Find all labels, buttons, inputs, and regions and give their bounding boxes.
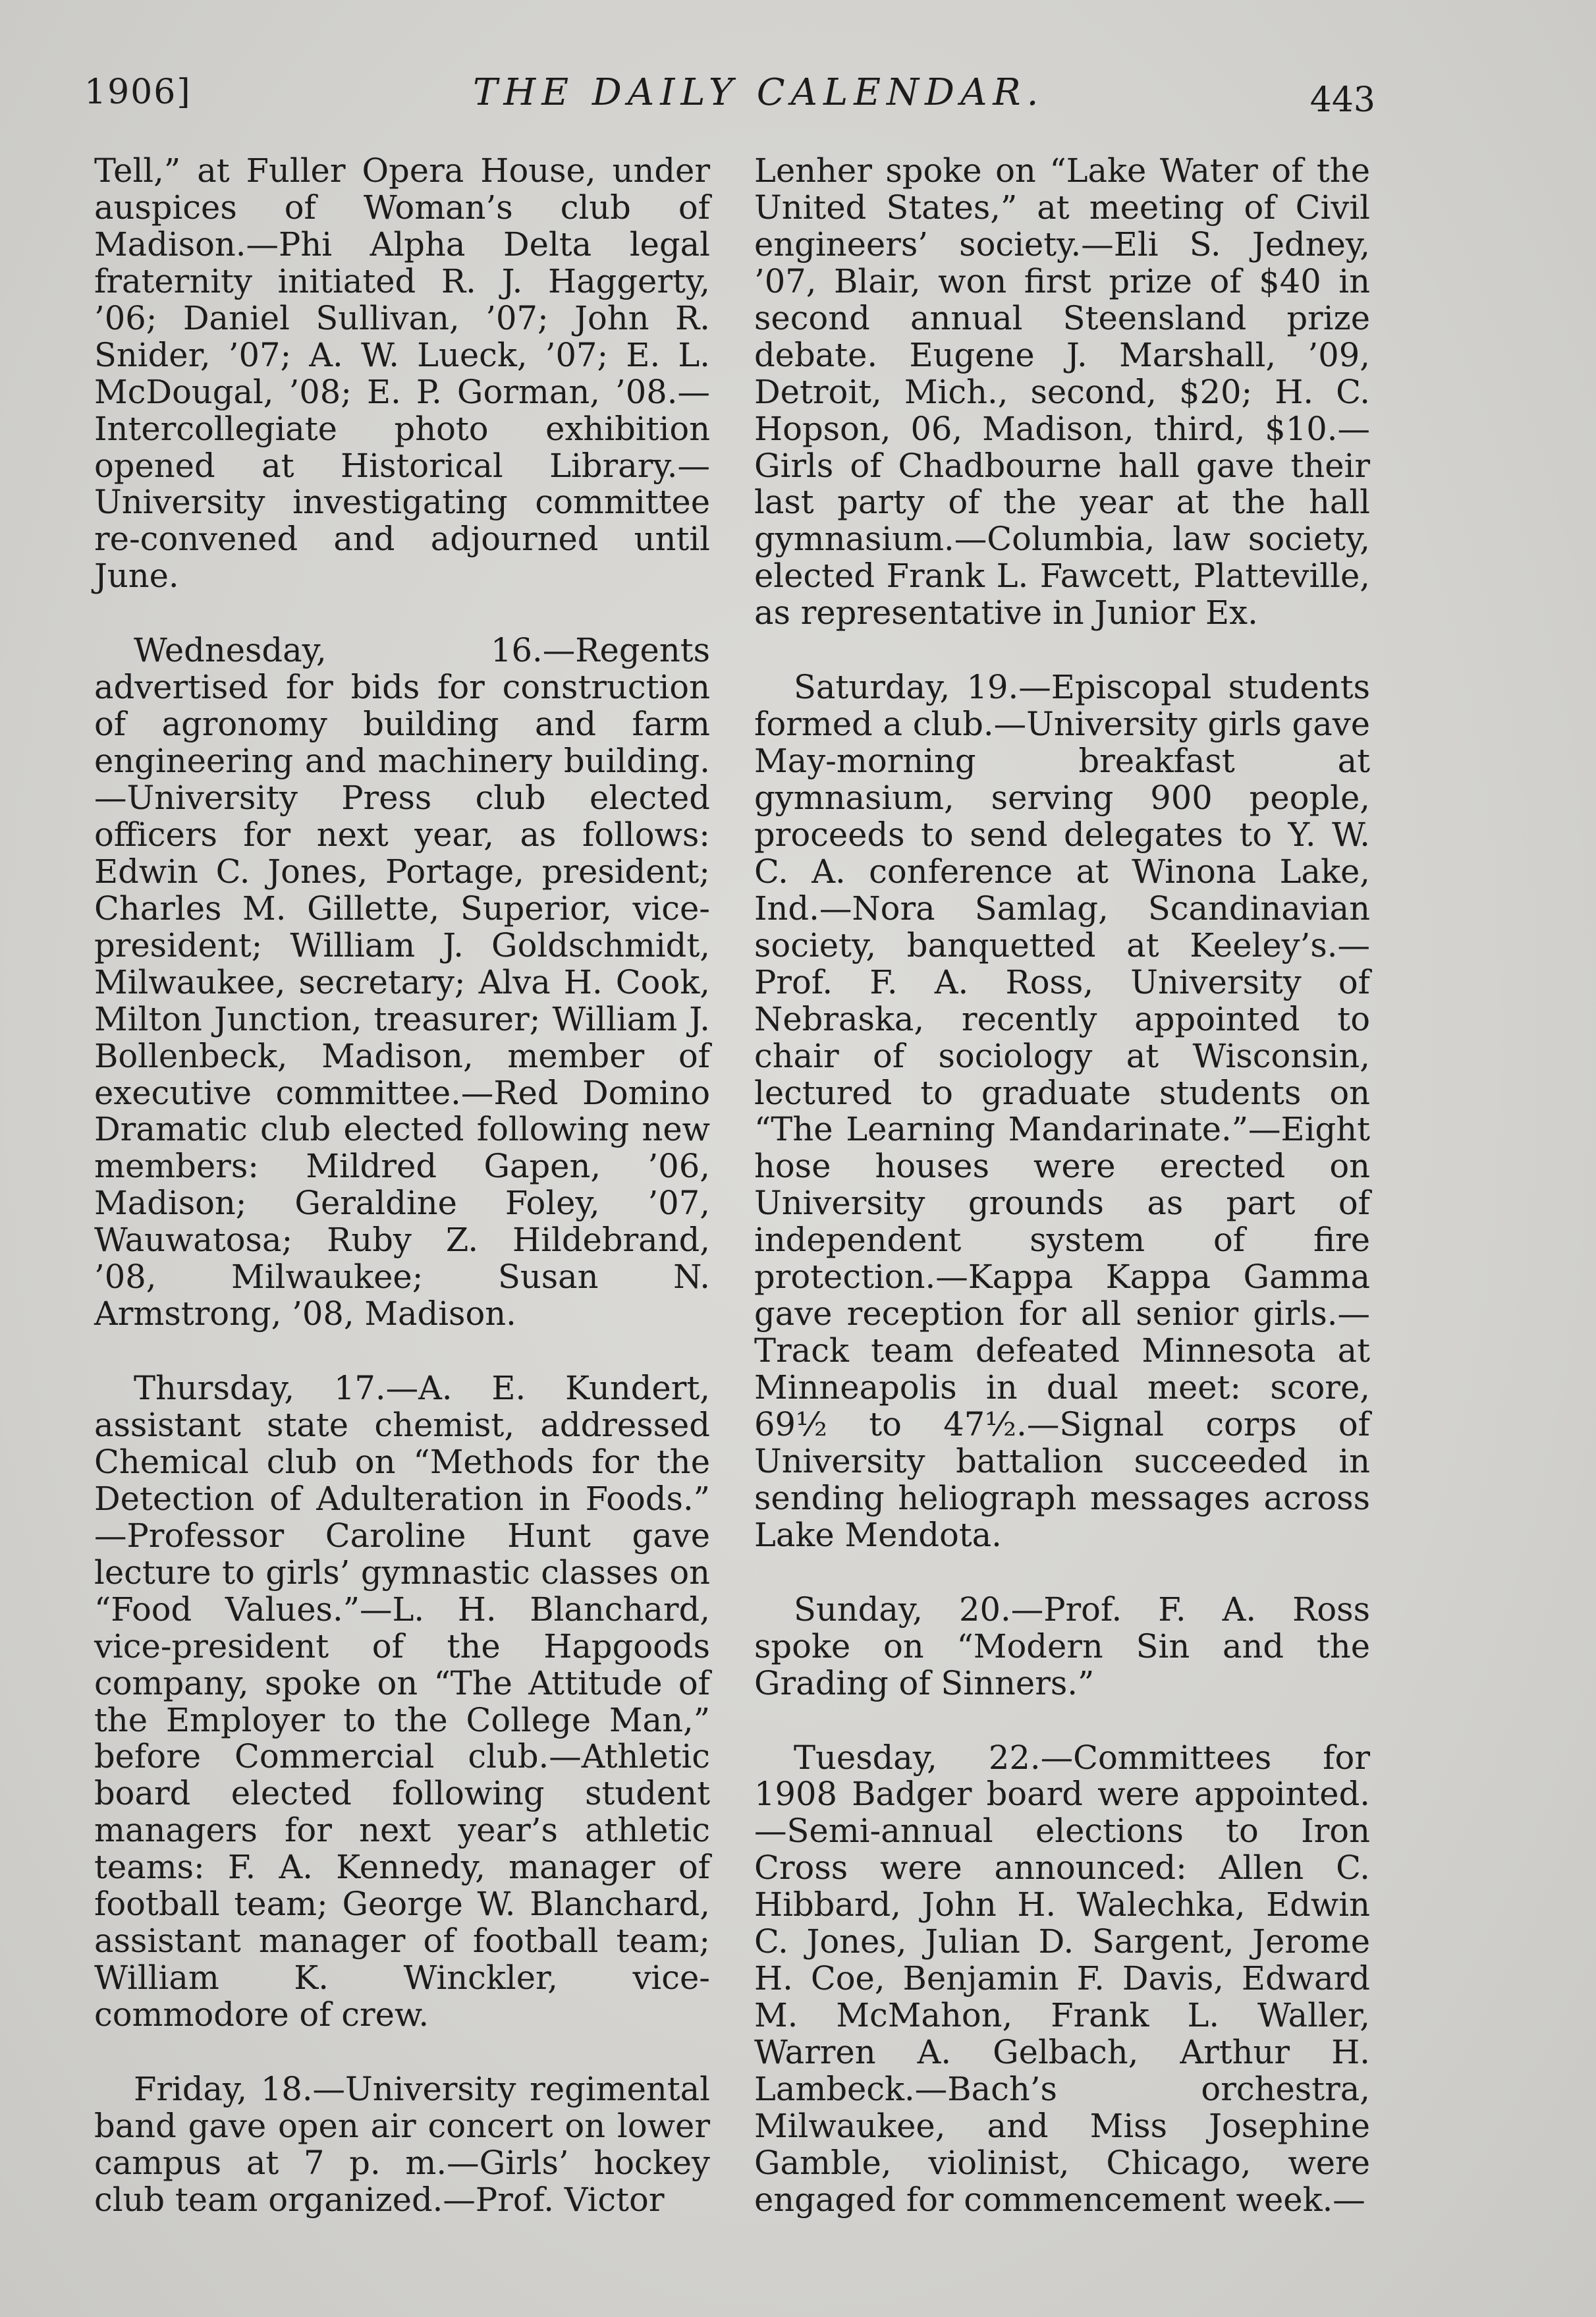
left-column xyxy=(94,153,710,2256)
paragraph-wednesday-16: Wednesday, 16.—Regents advertised for bids for construction of agronomy building and farm engineering and machinery building.—University Press club elected officers for next year, as follows: Edwin C. Jones, Portage, president; Charles M. Gillette, Superior, vice-president; William J. Goldschmidt, Milwaukee, secretary; Alva H. Cook, Milton Junction, treasurer; William J. Bollenbeck, Madison, member of executive committee.—Red Domino Dramatic club elected following new members: Mildred Gapen, ’06, Madison; Geraldine Foley, ’07, Wauwatosa; Ruby Z. Hildebrand, ’08, Milwaukee; Susan N. Armstrong, ’08, Madison. xyxy=(94,631,710,1333)
publication-title: THE DAILY CALENDAR. xyxy=(473,71,1045,114)
paragraph-sunday-20: Sunday, 20.—Prof. F. A. Ross spoke on “Modern Sin and the Grading of Sinners.” xyxy=(754,1590,1370,1702)
paragraph-thursday-17: Thursday, 17.—A. E. Kundert, assistant state chemist, addressed Chemical club on “Methods for the Detection of Adulteration in Foods.” —Professor Caroline Hunt gave lecture to girls’ gymnastic classes on “Food Values.”—L. H. Blanchard, vice-president of the Hapgoods company, spoke on “The Attitude of the Employer to the College Man,” before Commercial club.—Athletic board elected following student managers for next year’s athletic teams: F. A. Kennedy, manager of football team; George W. Blanchard, assistant manager of football team; William K. Winckler, vice-commodore of crew. xyxy=(94,1369,710,2034)
paragraph-continued-lenher: Lenher spoke on “Lake Water of the United States,” at meeting of Civil engineers’ society.—Eli S. Jedney, ’07, Blair, won first prize of $40 in second annual Steensland prize debate. Eugene J. Marshall, ’09, Detroit, Mich., second, $20; H. C. Hopson, 06, Madison, third, $10.—Girls of Chadbourne hall gave their last party of the year at the hall gymnasium.—Columbia, law society, elected Frank L. Fawcett, Platteville, as representative in Junior Ex. xyxy=(754,152,1370,632)
right-column xyxy=(754,153,1370,2256)
paragraph-tuesday-22: Tuesday, 22.—Committees for 1908 Badger board were appointed. —Semi-annual elections to Iron Cross were announced: Allen C. Hibbard, John H. Walechka, Edwin C. Jones, Julian D. Sargent, Jerome H. Coe, Benjamin F. Davis, Edward M. McMahon, Frank L. Waller, Warren A. Gelbach, Arthur H. Lambeck.—Bach’s orchestra, Milwaukee, and Miss Josephine Gamble, violinist, Chicago, were engaged for commencement week.— xyxy=(754,1738,1370,2219)
year-marker: 1906] xyxy=(84,72,192,112)
paragraph-continued-tell: Tell,” at Fuller Opera House, under auspices of Woman’s club of Madison.—Phi Alpha Delta legal fraternity initiated R. J. Haggerty, ’06; Daniel Sullivan, ’07; John R. Snider, ’07; A. W. Lueck, ’07; E. L. McDougal, ’08; E. P. Gorman, ’08.—Intercollegiate photo exhibition opened at Historical Library.—University investigating committee re-convened and adjourned until June. xyxy=(94,152,710,596)
paragraph-friday-18: Friday, 18.—University regimental band gave open air concert on lower campus at 7 p. m.—Girls’ hockey club team organized.—Prof. Victor xyxy=(94,2069,710,2219)
running-head xyxy=(84,66,1375,125)
page-number: 443 xyxy=(1309,80,1375,120)
paragraph-saturday-19: Saturday, 19.—Episcopal students formed a club.—University girls gave May-morning breakfast at gymnasium, serving 900 people, proceeds to send delegates to Y. W. C. A. conference at Winona Lake, Ind.—Nora Samlag, Scandinavian society, banquetted at Keeley’s.—Prof. F. A. Ross, University of Nebraska, recently appointed to chair of sociology at Wisconsin, lectured to graduate students on “The Learning Mandarinate.”—Eight hose houses were erected on University grounds as part of independent system of fire protection.—Kappa Kappa Gamma gave reception for all senior girls.—Track team defeated Minnesota at Minneapolis in dual meet: score, 69½ to 47½.—Signal corps of University battalion succeeded in sending heliograph messages across Lake Mendota. xyxy=(754,668,1370,1554)
